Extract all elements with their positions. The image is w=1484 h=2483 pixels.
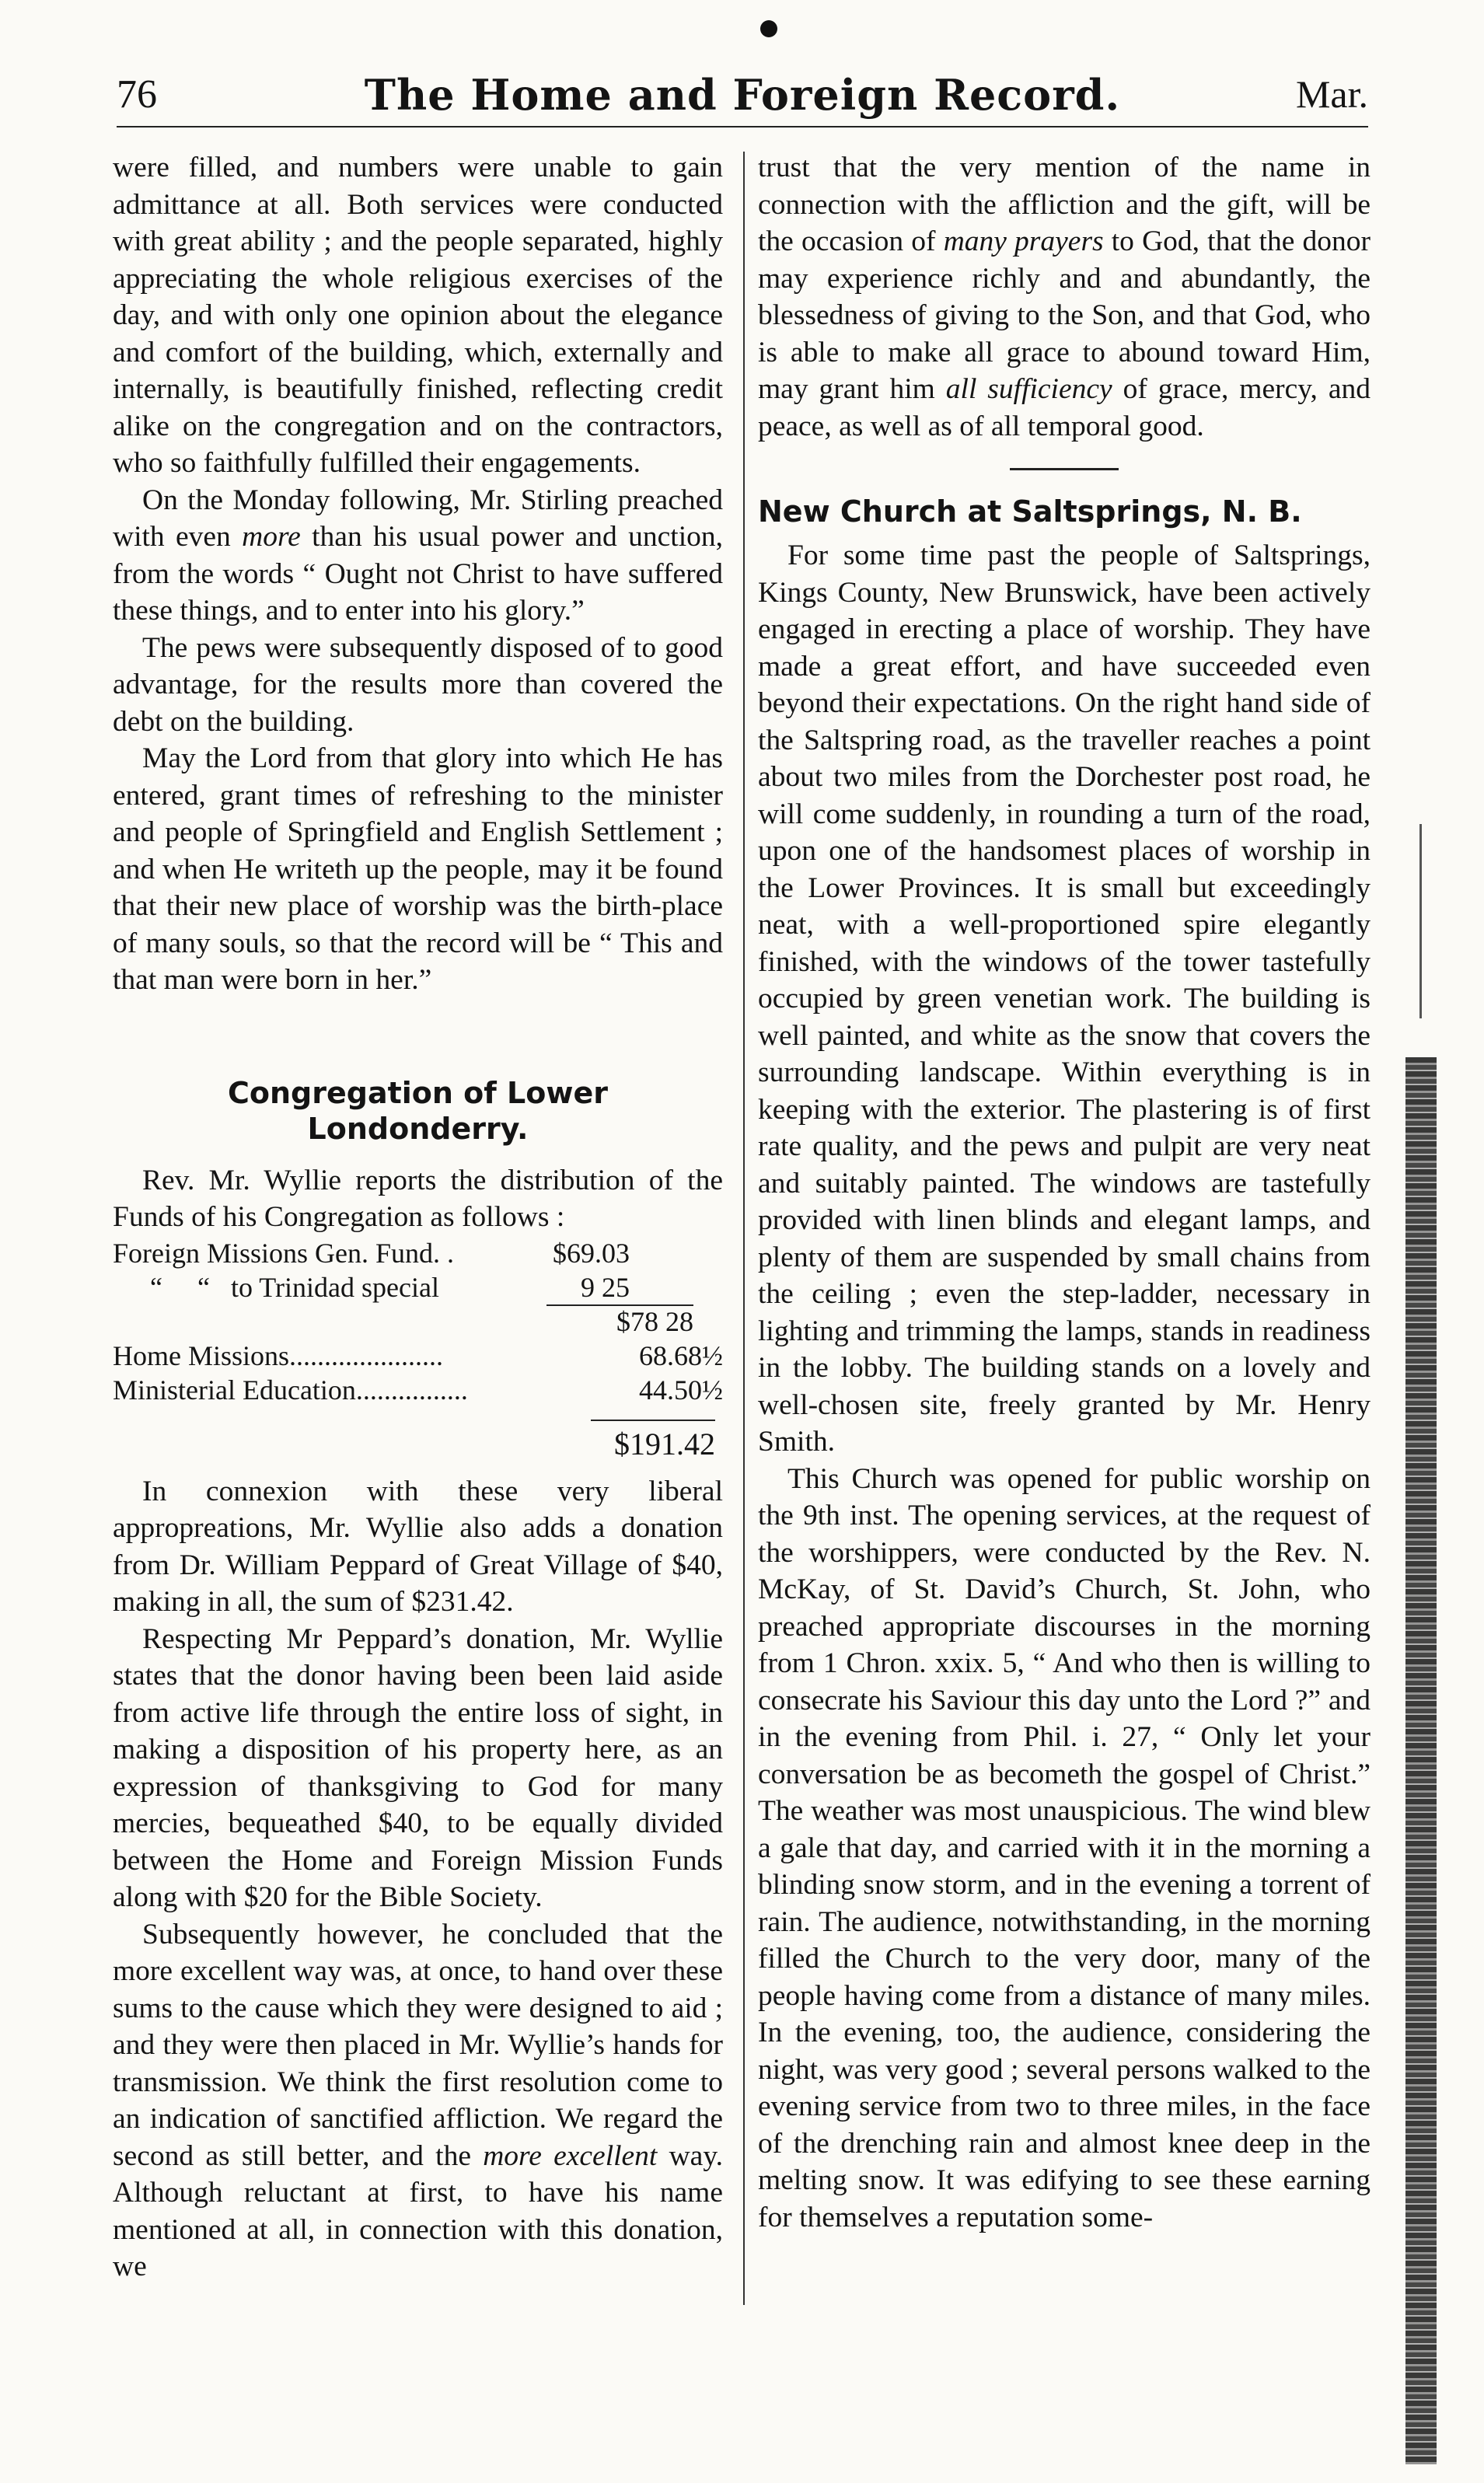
- page-header: [117, 72, 1368, 127]
- paragraph: May the Lord from that glory into which He has entered, grant times of refreshing to the minister and people of Springfield and English Settlement ; and when He writeth up the people, may it be found that their new place of worship was the birth-place of many souls, so that the record will be “ This and that man were born in her.”: [113, 742, 723, 996]
- fund-row: [113, 1270, 723, 1304]
- fund-label: Ministerial Education................: [113, 1374, 468, 1406]
- margin-mark: [1419, 824, 1422, 1018]
- paragraph: Subsequently however, he concluded that the more excellent way was, at once, to hand over these sums to the cause which they were designed to aid ; and they were then placed in Mr. Wyllie’s hands for transmission. We think the first resolution come to an indication of sanctified affliction. We regard the second as still better, and the more excellent way. Although reluctant at first, to have his name mentioned at all, in connection with this donation, we: [113, 1918, 724, 2282]
- fund-row: [113, 1373, 723, 1407]
- section-heading: Congregation of Lower Londonderry.: [228, 1075, 608, 1146]
- issue-month: Mar.: [1295, 72, 1368, 116]
- journal-title: The Home and Foreign Record.: [364, 70, 1121, 120]
- paragraph: This Church was opened for public worship on the 9th inst. The opening services, at the request of the worshippers, were conducted by the Rev. N. McKay, of St. David’s Church, St. John, who preached appropriate discourses in the morning from 1 Chron. xxix. 5, “ And who then is willing to consecrate his Saviour this day unto the Lord ?” and in the evening from Phil. i. 27, “ Only let your conversation be as becometh the gospel of Christ.” The weather was most unauspicious. The wind blew a gale that day, and carried with it in the morning a blinding snow storm, and in the evening a torrent of rain. The audience, notwithstanding, in the morning filled the Church to the very door, many of the people having come from a distance of many miles. In the evening, too, the audience, considering the night, was very good ; several persons walked to the evening service from two to three miles, in the face of the drenching rain and almost knee deep in the melting snow. It was edifying to see these earning for themselves a reputation some-: [758, 1462, 1371, 2233]
- fund-value: 44.50½: [639, 1374, 723, 1406]
- paragraph: Respecting Mr Peppard’s donation, Mr. Wyllie states that the donor having been been laid aside from active life through the entire loss of sight, in making a disposition of his property here, as an expression of thanksgiving to God for many mercies, bequeathed $40, to be equally divided between the Home and Foreign Mission Funds along with $20 for the Bible Society.: [113, 1622, 723, 1913]
- fund-label: Home Missions......................: [113, 1339, 444, 1371]
- fund-total: $191.42: [113, 1420, 723, 1462]
- section-rule: [1010, 468, 1119, 470]
- page-edge-shadow: [1405, 1057, 1437, 2464]
- paragraph: For some time past the people of Saltsprings, Kings County, New Brunswick, have been actively engaged in erecting a place of worship. They have made a great effort, and have succeeded even beyond their expectations. On the right hand side of the Saltspring road, as the traveller reaches a point about two miles from the Dorchester post road, he will come suddenly, in rounding a turn of the road, upon one of the handsomest places of worship in the Lower Provinces. It is small but exceedingly neat, with a well-proportioned spire elegantly finished, with the windows of the tower tastefully occupied by green venetian work. The building is well painted, and white as the snow that covers the surrounding landscape. Within everything is in keeping with the exterior. The plastering is of first rate quality, and the pews and pulpit are very neat and suitably painted. The windows are tastefully provided with linen blinds and elegant lamps, and plenty of them are suspended by small chains from the ceiling ; even the step-ladder, necessary in lighting and trimming the lamps, stands in readiness in the lobby. The building stands on a lovely and well-chosen site, freely granted by Mr. Henry Smith.: [758, 540, 1371, 1458]
- fund-row: [113, 1236, 723, 1270]
- paragraph: trust that the very mention of the name in connection with the affliction and the gift, will be the occasion of many prayers to God, that the donor may experience richly and and abundantly, the blessedness of giving to the Son, and that God, who is able to make all grace to abound toward Him, may grant him all sufficiency of grace, mercy, and peace, as well as of all temporal good.: [758, 152, 1371, 442]
- paragraph: In connexion with these very liberal appropreations, Mr. Wyllie also adds a donation from Dr. William Peppard of Great Village of $40, making in all, the sum of $231.42.: [113, 1475, 723, 1618]
- fund-label: “ “ to Trinidad special: [150, 1271, 439, 1303]
- paragraph: On the Monday following, Mr. Stirling preached with even more than his usual power and unction, from the words “ Ought not Christ to have suffered these things, and to enter into his glory.”: [113, 484, 723, 627]
- column-divider: [743, 152, 745, 2305]
- page-number: 76: [117, 72, 157, 117]
- left-column: [113, 149, 723, 2286]
- paragraph: Rev. Mr. Wyllie reports the distribution of the Funds of his Congregation as follows :: [113, 1164, 723, 1233]
- paragraph: were filled, and numbers were unable to gain admittance at all. Both services were conducted with great ability ; and the people separated, highly appreciating the whole religious exercises of the day, and with only one opinion about the elegance and comfort of the building, which, externally and internally, is beautifully finished, reflecting credit alike on the congregation and on the contractors, who so faithfully fulfilled their engagements.: [113, 152, 723, 479]
- ink-dot: [760, 20, 777, 37]
- fund-label: Foreign Missions Gen. Fund. .: [113, 1237, 455, 1269]
- fund-value: 9 25: [581, 1271, 630, 1303]
- fund-value: 68.68½: [639, 1339, 723, 1371]
- fund-row: [113, 1339, 723, 1373]
- paragraph: The pews were subsequently disposed of to good advantage, for the results more than covered the debt on the building.: [113, 631, 723, 738]
- fund-subtotal: $78 28: [113, 1304, 723, 1339]
- section-heading: New Church at Saltsprings, N. B.: [758, 494, 1302, 529]
- right-column: [758, 149, 1371, 2236]
- funds-table: [113, 1236, 723, 1462]
- fund-value: $69.03: [553, 1237, 630, 1269]
